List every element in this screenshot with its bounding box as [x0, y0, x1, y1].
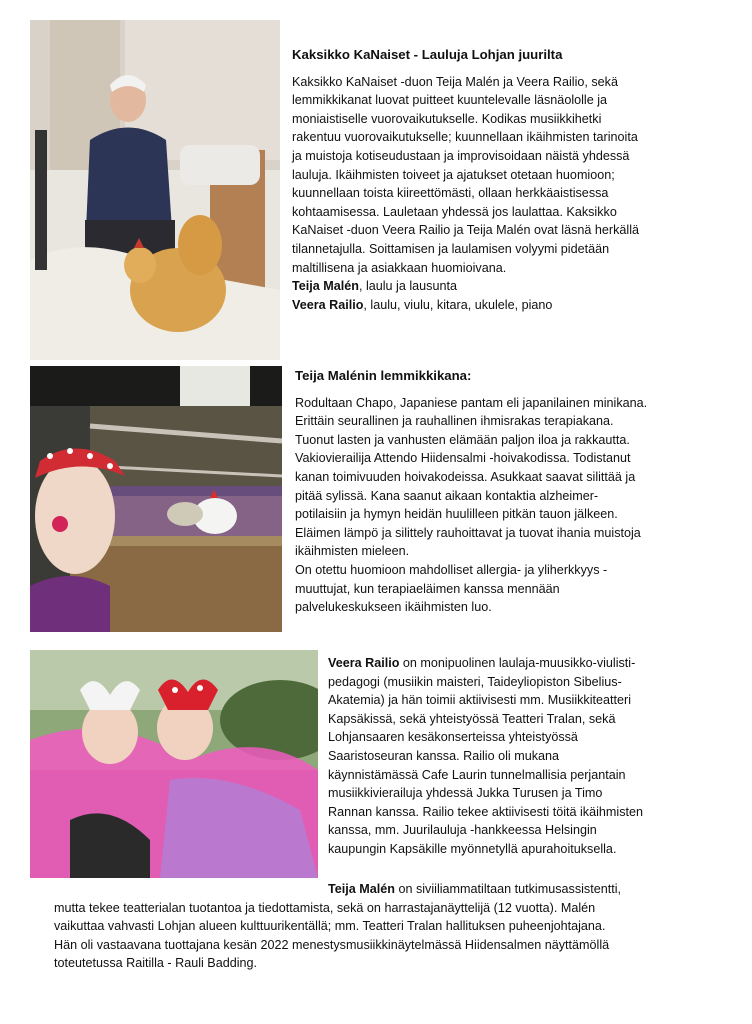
paragraph-line: moniaistiselle vuorovaikutukselle. Kodikas musiikkihetki	[292, 111, 602, 126]
paragraph-line: lauluja. Ikäihmisten toiveet ja ajatukset otetaan huomioon;	[292, 167, 615, 182]
photo-elderly-man-with-chicken	[30, 20, 280, 360]
section-lemmikkikana	[295, 367, 725, 617]
paragraph-line: potilaisiin ja hymyn heidän huulilleen pitkän tauon jälkeen.	[295, 507, 618, 522]
paragraph-line: toteutetussa Raitilla - Rauli Badding.	[54, 956, 258, 971]
paragraph-line: musiikkivierailuja yhdessä Jukka Turusen ja Timo	[328, 786, 603, 801]
paragraph-line: tilannetajulla. Soittamisen ja laulamisen volyymi pidetään	[292, 241, 610, 256]
paragraph-line: Tuonut lasten ja vanhusten elämään paljon iloa ja rakkautta.	[295, 432, 630, 447]
paragraph-line: pitää sylissä. Kana saanut aikaan kontaktia alzheimer-	[295, 488, 599, 503]
paragraph-line: Hän oli vastaavana tuottajana kesän 2022 menestysmusiikkinäytelmässä Hiidensalmen näyttämöllä	[54, 937, 610, 952]
paragraph-line: maltillisena ja asiakkaan huomioivana.	[292, 260, 507, 275]
paragraph-line: Vakiovierailija Attendo Hiidensalmi -hoivakodissa. Todistanut	[295, 451, 631, 466]
paragraph-line: Akatemia) ja hän toimii aktiivisesti mm. Musiikkiteatteri	[328, 693, 632, 708]
paragraph-line: Lohjansaaren kesäkonserteissa yhteistyössä	[328, 730, 578, 745]
photo-two-clowns-pink	[30, 650, 318, 878]
paragraph-line: Erittäin seurallinen ja rauhallinen ihmisrakas terapiakana.	[295, 414, 614, 429]
credit-role: , laulu, viulu, kitara, ukulele, piano	[363, 297, 553, 312]
section-teija-malen	[0, 880, 752, 973]
paragraph-line: Kaksikko KaNaiset -duon Teija Malén ja Veera Railio, sekä	[292, 74, 618, 89]
credit-name: Teija Malén	[292, 279, 359, 294]
paragraph-line: muuttujat, kun terapiaeläimen kanssa mennään	[295, 581, 560, 596]
paragraph-line	[328, 654, 728, 673]
person-name: Veera Railio	[328, 656, 400, 670]
paragraph-line: kaupungin Kapsäkille myönnetyllä apurahoituksella.	[328, 841, 617, 856]
credit-teija	[292, 277, 722, 296]
paragraph-line: käynnistämässä Cafe Laurin tunnelmallisia perjantain	[328, 767, 626, 782]
paragraph-line: ja muistoja kotiseudustaan ja improvisoidaan näistä yhdessä	[292, 148, 630, 163]
paragraph-line: Saaristoseuran kanssa. Railio oli mukana	[328, 748, 560, 763]
credit-name: Veera Railio	[292, 297, 364, 312]
paragraph-line: kuunnellaan toista kiireettömästi, ollaan herkkäaistisessa	[292, 186, 609, 201]
paragraph-text: on monipuolinen laulaja-muusikko-viulisti-	[399, 656, 636, 670]
paragraph-line: Rannan kanssa. Railio tekee aktiivisesti töitä ikäihmisten	[328, 804, 643, 819]
paragraph-line: mutta tekee teatterialan tuotantoa ja tiedottamista, sekä on harrastajanäyttelijä (12 vuotta). Malén	[54, 900, 596, 915]
credit-veera	[292, 296, 722, 315]
paragraph-line: kohtaamisessa. Lauletaan yhdessä jos laulattaa. Kaksikko	[292, 204, 617, 219]
paragraph-line: palvelukeskukseen ikäihmisten luo.	[295, 600, 492, 615]
paragraph-line	[0, 880, 752, 899]
paragraph-line: kanan toimivuuden hoivakodeissa. Asukkaat saavat silittää ja	[295, 469, 636, 484]
paragraph-line: Eläimen lämpö ja silittely rauhoittavat ja tuovat ihania muistoja	[295, 525, 641, 540]
section-veera-railio	[328, 654, 728, 859]
paragraph-line: rakentuu vuorovaikutukselle; kuunnellaan ikäihmisten tarinoita	[292, 130, 638, 145]
paragraph-line: On otettu huomioon mahdolliset allergia- ja yliherkkyys -	[295, 562, 608, 577]
paragraph-text: on siviiliammatiltaan tutkimusassistentti,	[394, 882, 622, 896]
photo-clown-with-chickens	[30, 366, 282, 632]
section-title: Teija Malénin lemmikkikana:	[295, 368, 472, 383]
paragraph-line: ikäihmisten mieleen.	[295, 544, 410, 559]
section-title: Kaksikko KaNaiset - Lauluja Lohjan juurilta	[292, 47, 563, 62]
paragraph-line: Rodultaan Chapo, Japaniese pantam eli japanilainen minikana.	[295, 395, 648, 410]
paragraph-line: vaikuttaa vahvasti Lohjan alueen kulttuurikentällä; mm. Teatteri Tralan hallituksen puheenjohtajana.	[54, 919, 606, 934]
paragraph-line: Kapsäkissä, sekä yhteistyössä Teatteri Tralan, sekä	[328, 711, 616, 726]
section-kaksikko-kanaiset	[292, 46, 722, 314]
credit-role: , laulu ja lausunta	[358, 279, 457, 294]
paragraph-line: lemmikkikanat luovat puitteet kuuntelevalle läsnäololle ja	[292, 93, 608, 108]
person-name: Teija Malén	[328, 882, 395, 896]
paragraph-line: KaNaiset -duon Veera Railio ja Teija Malén ovat läsnä herkällä	[292, 223, 639, 238]
paragraph-line: pedagogi (musiikin maisteri, Taideyliopiston Sibelius-	[328, 674, 622, 689]
paragraph-line: kanssa, mm. Juurilauluja -hankkeessa Helsingin	[328, 823, 597, 838]
